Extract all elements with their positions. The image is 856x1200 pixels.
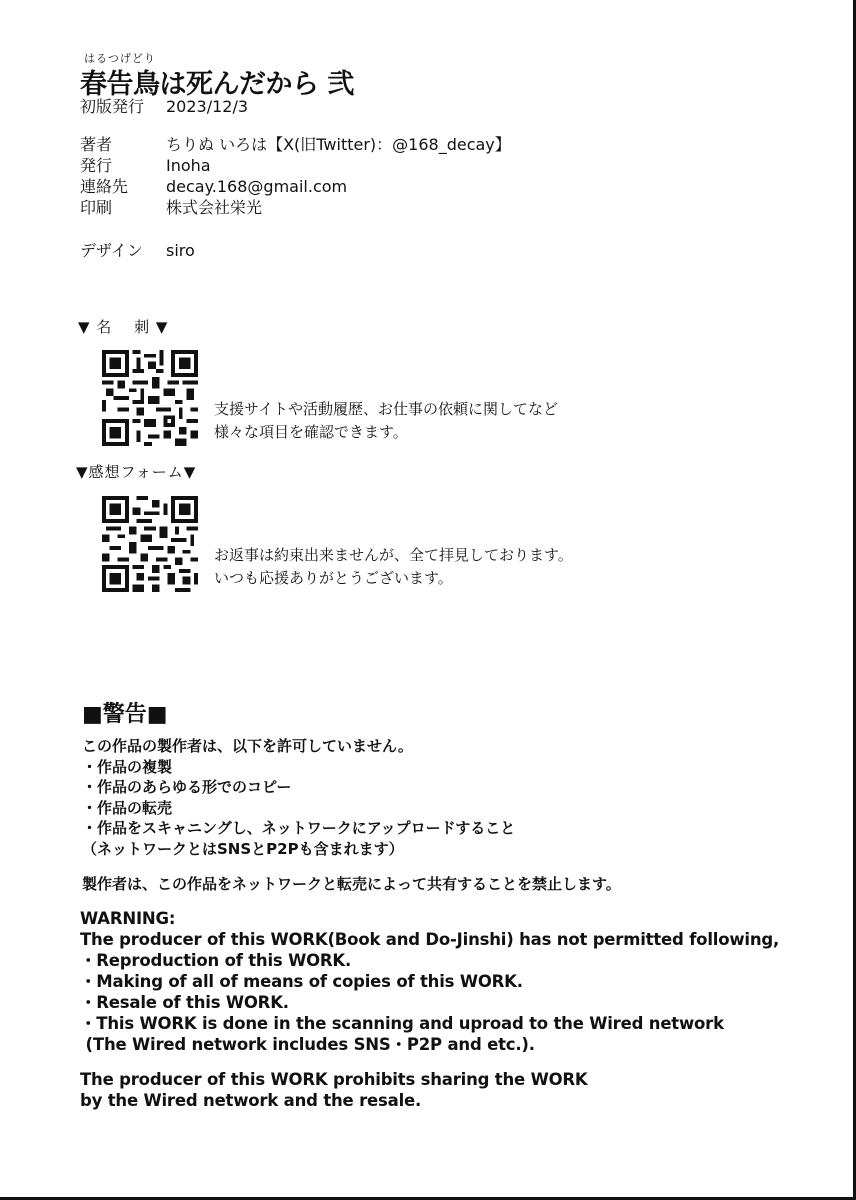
title-ruby: はるつげどり [84, 52, 156, 65]
credit-value: Inoha [166, 156, 211, 175]
credit-row-publisher [80, 155, 511, 176]
warning-en-line: The producer of this WORK(Book and Do-Jinshi) has not permitted following, [80, 930, 780, 949]
warning-en-line: ・Reproduction of this WORK. [80, 951, 352, 970]
book-title: 春告鳥は死んだから 弐 [80, 69, 354, 100]
credit-row-contact [80, 176, 511, 197]
warning-en-footer-line: by the Wired network and the resale. [80, 1091, 422, 1110]
warning-jp-line: （ネットワークとはSNSとP2Pも含まれます） [82, 839, 404, 858]
warning-english-footer [80, 1069, 588, 1111]
design-label: デザイン [80, 241, 143, 260]
meishi-qr-code[interactable] [102, 350, 198, 446]
warning-title: ■警告■ [82, 702, 168, 727]
credit-label: 著者 [80, 135, 113, 154]
feedback-form-heading: ▼感想フォーム▼ [76, 463, 197, 481]
credit-row-printer [80, 197, 511, 218]
warning-jp-line: ・作品の転売 [82, 798, 173, 817]
meishi-line: 支援サイトや活動履歴、お仕事の依頼に関してなど [214, 400, 558, 418]
warning-jp-line: この作品の製作者は、以下を許可していません。 [82, 737, 413, 755]
credit-value: ちりぬ いろは【X(旧Twitter)：@168_decay】 [166, 135, 511, 154]
warning-jp-line: ・作品をスキャニングし、ネットワークにアップロードすること [82, 819, 516, 837]
credit-label: 印刷 [80, 198, 113, 217]
warning-english [80, 908, 779, 1055]
credits-list [80, 134, 511, 218]
meishi-heading: ▼ 名 刺 ▼ [78, 318, 169, 336]
meishi-line: 様々な項目を確認できます。 [214, 423, 408, 441]
pubdate-value: 2023/12/3 [166, 97, 249, 116]
warning-jp-line: ・作品のあらゆる形でのコピー [82, 778, 292, 796]
warning-en-line: ・Resale of this WORK. [80, 993, 289, 1012]
credit-value: 株式会社栄光 [166, 198, 263, 217]
feedback-line: いつも応援ありがとうございます。 [214, 569, 453, 587]
warning-en-footer-line: The producer of this WORK prohibits sharing the WORK [80, 1070, 588, 1089]
warning-japanese-footer: 製作者は、この作品をネットワークと転売によって共有することを禁止します。 [82, 875, 621, 893]
credit-label: 発行 [80, 156, 113, 175]
publication-date [80, 94, 248, 117]
warning-en-line: ・Making of all of means of copies of this WORK. [80, 972, 523, 991]
meishi-description [214, 398, 558, 444]
design-credit [80, 238, 195, 261]
credit-row-author [80, 134, 511, 155]
pubdate-label: 初版発行 [80, 97, 145, 116]
warning-jp-line: ・作品の複製 [82, 757, 173, 776]
warning-japanese [82, 736, 515, 859]
warning-en-line: WARNING: [80, 909, 176, 928]
design-value: siro [166, 241, 195, 260]
feedback-description [214, 544, 573, 590]
warning-en-line: (The Wired network includes SNS・P2P and etc.). [80, 1035, 535, 1054]
warning-en-line: ・This WORK is done in the scanning and uproad to the Wired network [80, 1014, 724, 1033]
credit-value: decay.168@gmail.com [166, 177, 348, 196]
feedback-qr-code[interactable] [102, 496, 198, 592]
feedback-line: お返事は約束出来ませんが、全て拝見しております。 [214, 546, 573, 564]
credit-label: 連絡先 [80, 177, 129, 196]
